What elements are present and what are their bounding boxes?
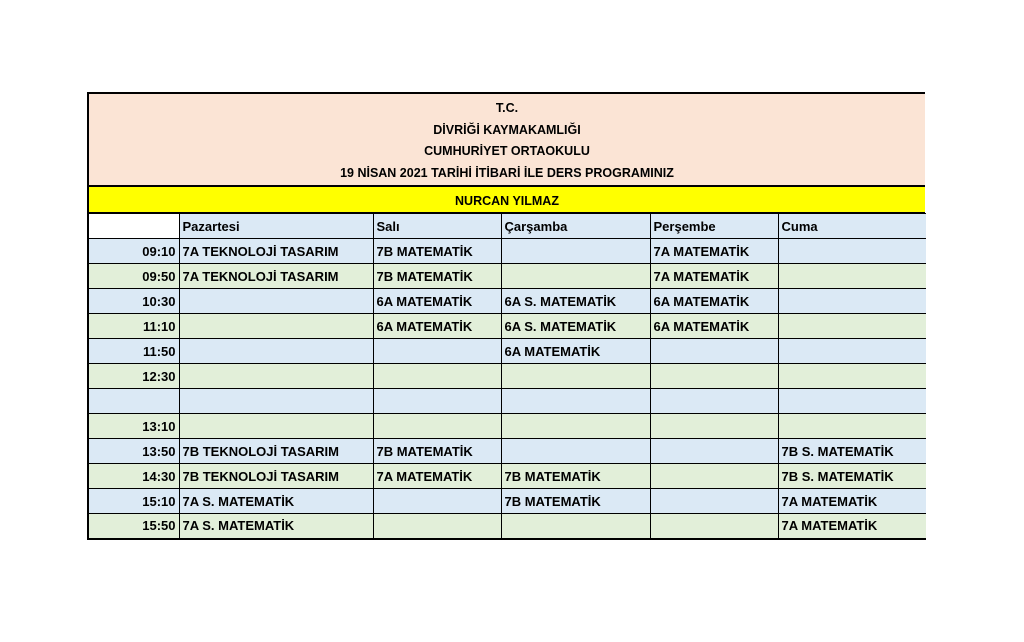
lesson-cell (179, 289, 373, 314)
lesson-cell (778, 264, 926, 289)
teacher-name: NURCAN YILMAZ (87, 187, 925, 213)
lesson-cell (179, 414, 373, 439)
lesson-cell: 7B MATEMATİK (373, 239, 501, 264)
schedule-table (87, 213, 926, 540)
lesson-cell: 7A S. MATEMATİK (179, 489, 373, 514)
lesson-cell (373, 489, 501, 514)
lesson-cell (778, 289, 926, 314)
lesson-cell: 7A MATEMATİK (778, 489, 926, 514)
lesson-cell (650, 389, 778, 414)
lesson-cell (373, 339, 501, 364)
lesson-cell (650, 414, 778, 439)
schedule-sheet (87, 92, 925, 540)
table-row (88, 339, 926, 364)
table-row (88, 314, 926, 339)
lesson-cell (373, 364, 501, 389)
lesson-cell (501, 389, 650, 414)
table-row (88, 489, 926, 514)
day-header-thursday: Perşembe (650, 214, 778, 239)
lesson-cell: 7A MATEMATİK (373, 464, 501, 489)
lesson-cell (650, 364, 778, 389)
lesson-cell (373, 514, 501, 539)
lesson-cell (501, 239, 650, 264)
lesson-cell: 6A MATEMATİK (373, 289, 501, 314)
day-header-row (88, 214, 926, 239)
lesson-cell: 7B MATEMATİK (373, 264, 501, 289)
lesson-cell (373, 389, 501, 414)
lesson-cell: 7A S. MATEMATİK (179, 514, 373, 539)
table-row (88, 289, 926, 314)
lesson-cell (650, 514, 778, 539)
time-cell: 14:30 (88, 464, 179, 489)
table-row (88, 439, 926, 464)
lesson-cell (650, 339, 778, 364)
day-header-monday: Pazartesi (179, 214, 373, 239)
lesson-cell: 7A MATEMATİK (650, 239, 778, 264)
time-cell: 11:10 (88, 314, 179, 339)
lesson-cell (778, 389, 926, 414)
lesson-cell: 7A TEKNOLOJİ TASARIM (179, 239, 373, 264)
lesson-cell: 7A MATEMATİK (650, 264, 778, 289)
lesson-cell: 7A TEKNOLOJİ TASARIM (179, 264, 373, 289)
time-cell (88, 389, 179, 414)
lesson-cell (650, 464, 778, 489)
lesson-cell (501, 439, 650, 464)
lesson-cell (778, 314, 926, 339)
lesson-cell: 7B S. MATEMATİK (778, 439, 926, 464)
time-cell: 11:50 (88, 339, 179, 364)
lesson-cell (778, 364, 926, 389)
lesson-cell: 6A MATEMATİK (501, 339, 650, 364)
lesson-cell (501, 514, 650, 539)
time-cell: 12:30 (88, 364, 179, 389)
header-line-tc: T.C. (495, 101, 519, 115)
lesson-cell: 7B S. MATEMATİK (778, 464, 926, 489)
lesson-cell: 7B MATEMATİK (501, 489, 650, 514)
table-row (88, 514, 926, 539)
time-cell: 13:10 (88, 414, 179, 439)
time-cell: 15:50 (88, 514, 179, 539)
lesson-cell (778, 414, 926, 439)
time-cell: 10:30 (88, 289, 179, 314)
lesson-cell: 6A MATEMATİK (373, 314, 501, 339)
table-row (88, 389, 926, 414)
table-row (88, 364, 926, 389)
corner-cell (88, 214, 179, 239)
header-box (87, 92, 925, 187)
table-row (88, 414, 926, 439)
header-line-title: 19 NİSAN 2021 TARİHİ İTİBARİ İLE DERS PROGRAMINIZ (340, 165, 674, 180)
header-line-school: CUMHURİYET ORTAOKULU (424, 144, 590, 158)
lesson-cell: 7A MATEMATİK (778, 514, 926, 539)
header-line-district: DİVRİĞİ KAYMAKAMLIĞI (433, 122, 581, 137)
lesson-cell: 7B MATEMATİK (501, 464, 650, 489)
table-row (88, 264, 926, 289)
lesson-cell (501, 414, 650, 439)
day-header-friday: Cuma (778, 214, 926, 239)
lesson-cell (650, 489, 778, 514)
lesson-cell (650, 439, 778, 464)
time-cell: 13:50 (88, 439, 179, 464)
day-header-wednesday: Çarşamba (501, 214, 650, 239)
lesson-cell: 7B MATEMATİK (373, 439, 501, 464)
lesson-cell (778, 239, 926, 264)
table-row (88, 239, 926, 264)
lesson-cell (179, 314, 373, 339)
lesson-cell (501, 364, 650, 389)
lesson-cell (179, 339, 373, 364)
time-cell: 09:50 (88, 264, 179, 289)
lesson-cell: 6A MATEMATİK (650, 289, 778, 314)
lesson-cell (373, 414, 501, 439)
time-cell: 15:10 (88, 489, 179, 514)
lesson-cell: 7B TEKNOLOJİ TASARIM (179, 464, 373, 489)
day-header-tuesday: Salı (373, 214, 501, 239)
lesson-cell (179, 364, 373, 389)
lesson-cell: 7B TEKNOLOJİ TASARIM (179, 439, 373, 464)
lesson-cell (501, 264, 650, 289)
lesson-cell: 6A MATEMATİK (650, 314, 778, 339)
time-cell: 09:10 (88, 239, 179, 264)
lesson-cell (179, 389, 373, 414)
table-row (88, 464, 926, 489)
lesson-cell (778, 339, 926, 364)
lesson-cell: 6A S. MATEMATİK (501, 314, 650, 339)
lesson-cell: 6A S. MATEMATİK (501, 289, 650, 314)
